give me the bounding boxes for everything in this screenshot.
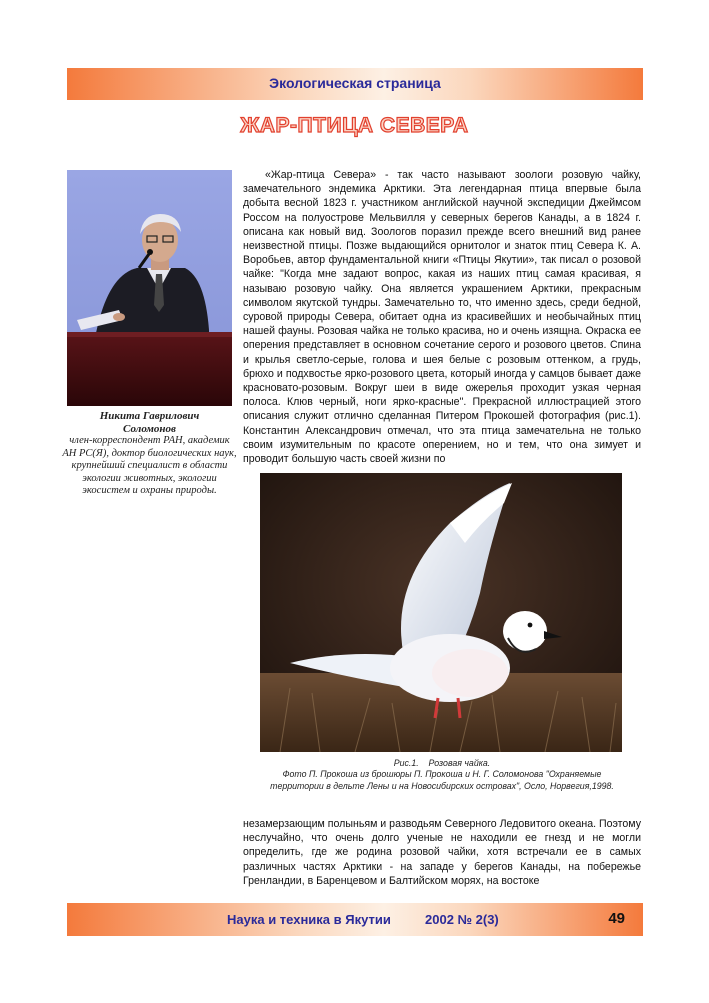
- figure-caption-title-line: [262, 758, 622, 769]
- footer-journal-name: Наука и техника в Якутии: [227, 912, 391, 927]
- author-photo-illustration: [67, 170, 232, 406]
- article-body-top: [243, 168, 641, 466]
- author-credentials: член-корреспондент РАН, академик АН РС(Я), доктор биологических наук, крупнейший специалист в области экологии животных, экологии экосистем и охраны природы.: [62, 435, 237, 496]
- article-title: ЖАР-ПТИЦА СЕВЕРА: [240, 114, 469, 137]
- footer-band: [67, 903, 643, 936]
- bird-photo: [260, 473, 622, 752]
- article-body-bottom: [243, 817, 641, 888]
- figure-title: Розовая чайка.: [428, 758, 491, 768]
- section-title: Экологическая страница: [269, 75, 441, 91]
- author-photo: [67, 170, 232, 406]
- author-name-first: Никита Гаврилович: [99, 410, 200, 422]
- ross-gull-illustration: [260, 473, 622, 752]
- page-number: 49: [608, 910, 625, 927]
- author-caption: [62, 410, 237, 498]
- figure-caption: [262, 758, 622, 792]
- figure-credit: Фото П. Прокоша из брошюры П. Прокоша и Н. Г. Соломонова "Охраняемые территории в дельте Лены и на Новосибирских островах", Осло, Норвегия,1998.: [270, 769, 614, 791]
- header-band: [67, 68, 643, 100]
- article-paragraph-1: «Жар-птица Севера» - так часто называют зоологи розовую чайку, замечательного эндемика Арктики. Эта легендарная птица впервые была добыта весной 1823 г. участником английской научной экспедиции Джеймсом Россом на полуострове Мельвилля у северных берегов Канады, а в 1824 г. описана как новый вид. Зоологов поразил прежде всего внешний вид ранее неизвестной птицы. Позже выдающийся орнитолог и знаток птиц Севера К. А. Воробьев, автор фундаментальной книги «Птицы Якутии», так писал о розовой чайке: "Когда мне задают вопрос, какая из наших птиц самая красивая, я называю розовую чайку. Она является украшением Арктики, прекрасным символом якутской тундры. Замечательно то, что именно здесь, среди бедной, суровой природы Севера, обитает одна из красивейших и необычайных птиц нашей фауны. Розовая чайка не только красива, но и очень изящна. Окраска ее оперения представляет в основном сочетание серого и розового цветов. Спина и крылья светло-серые, голова и шея белые с розовым оттенком, а грудь, брюхо и подхвостье ярко-розового цвета, который иногда у самцов бывает даже красновато-розовым. Вокруг шеи в виде ожерелья проходит узкая черная полоса. Клюв черный, ноги ярко-красные". Прекрасной иллюстрацией этого описания служит отлично сделанная Питером Прокошей фотография (рис.1). Константин Александрович отмечал, что эта птица замечательна не только своим изумительным по красоте оперением, но и тем, что она зимует и проводит большую часть своей жизни по: [243, 169, 641, 466]
- figure-label: Рис.1.: [393, 758, 419, 768]
- article-paragraph-2: незамерзающим полыньям и разводьям Северного Ледовитого океана. Поэтому неслучайно, что очень долго ученые не находили ее гнезд и не могли определить, где же родина розовой чайки, хотя встречали ее в самых различных частях Арктики - на западе у берегов Канады, на побережье Гренландии, в Баренцевом и Балтийском морях, на востоке: [243, 818, 641, 887]
- author-name-last: Соломонов: [123, 422, 176, 435]
- footer-issue: 2002 № 2(3): [425, 912, 499, 927]
